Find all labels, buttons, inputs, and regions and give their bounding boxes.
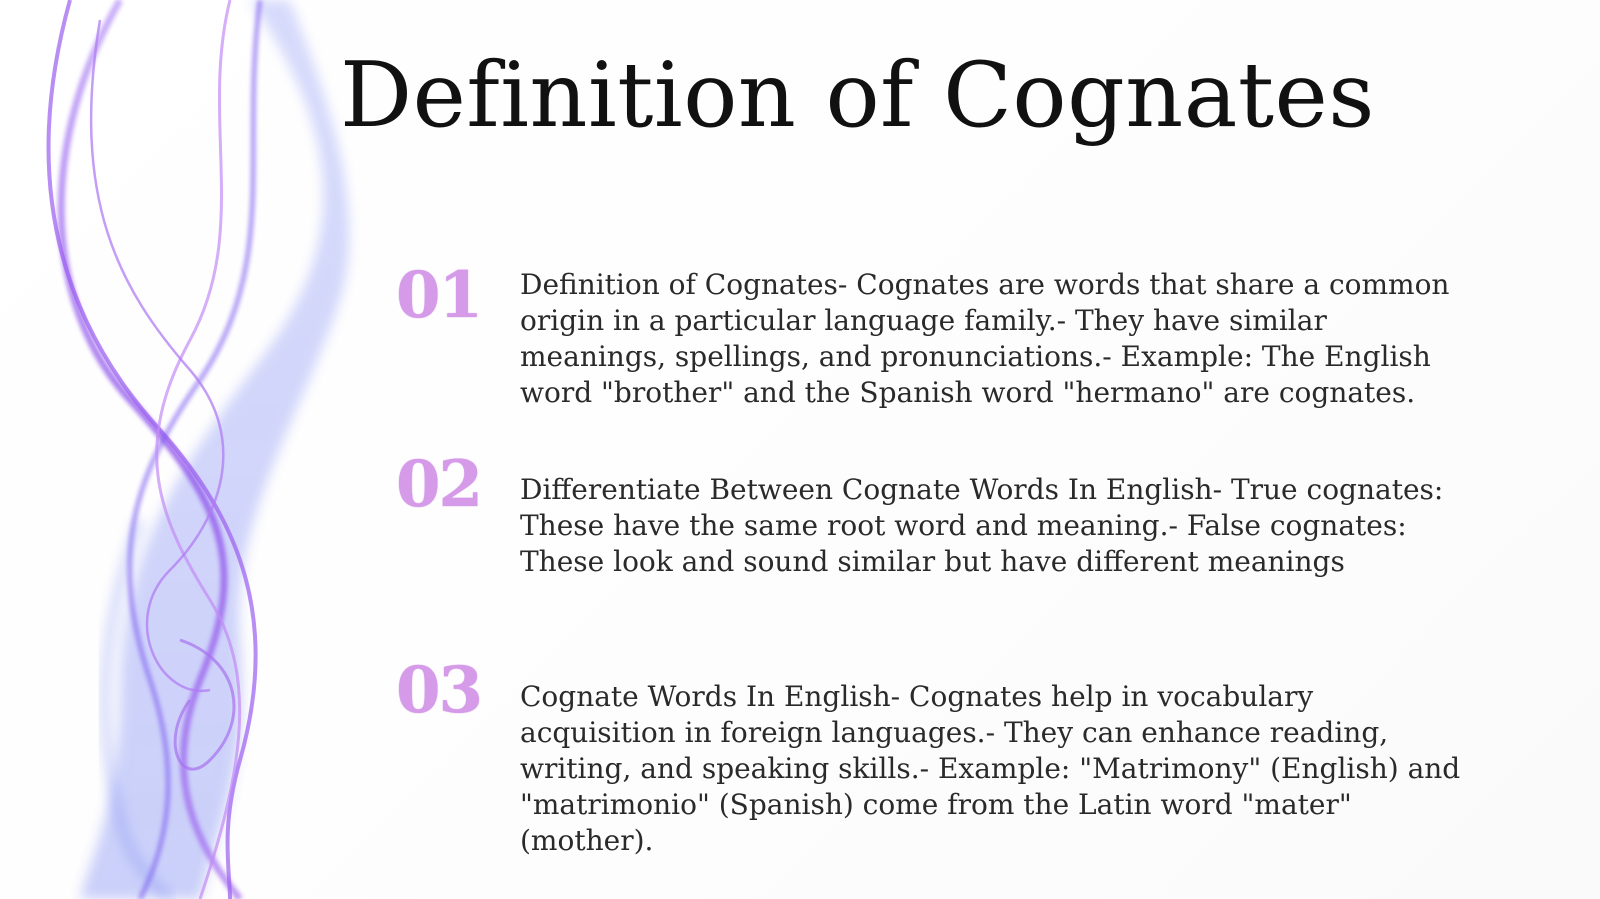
item-text: Differentiate Between Cognate Words In English- True cognates: These have the same root word and meaning.- False cognates: These look and sound similar but have different meanings (520, 473, 1444, 578)
item-number: 02 (396, 447, 482, 522)
item-text: Cognate Words In English- Cognates help in vocabulary acquisition in foreign languages.- They can enhance reading, writing, and speaking skills.- Example: "Matrimony" (English) and "matrimonio" (Spanish) come from the Latin word "mater" (mother). (520, 680, 1461, 857)
item-text: Definition of Cognates- Cognates are words that share a common origin in a particular language family.- They have similar meanings, spellings, and pronunciations.- Example: The English word "brother" and the Spanish word "hermano" are cognates. (520, 268, 1450, 409)
slide-title: Definition of Cognates (340, 43, 1375, 148)
item-number: 03 (396, 653, 482, 728)
item-number: 01 (396, 258, 482, 333)
purple-smoke-decoration (0, 0, 380, 899)
